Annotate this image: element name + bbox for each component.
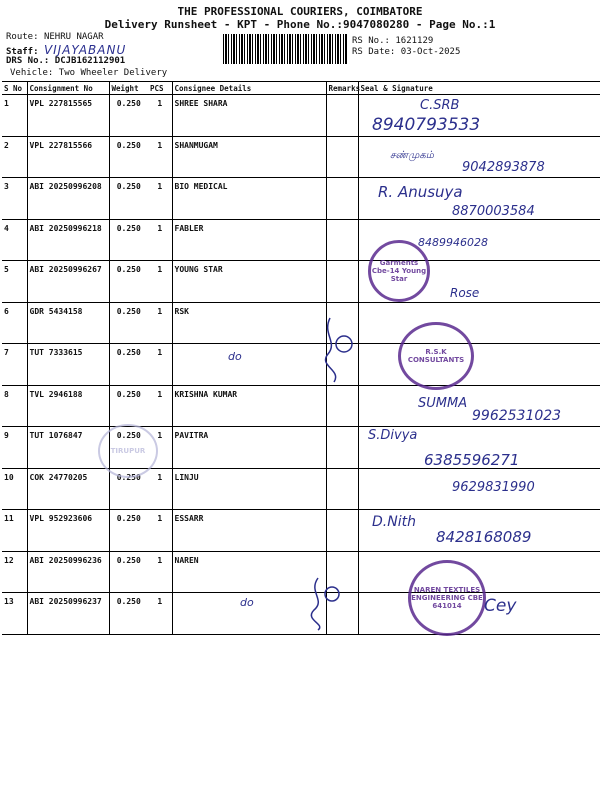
signature-r13: Cey	[484, 596, 517, 616]
cell-pcs: 1	[148, 261, 172, 303]
cell-weight: 0.250	[109, 219, 148, 261]
cell-remarks	[326, 136, 358, 178]
cell-sno: 10	[2, 468, 27, 510]
cell-consignment: TVL 2946188	[27, 385, 109, 427]
signature-r8: SUMMA	[418, 396, 468, 411]
cell-pcs: 1	[148, 385, 172, 427]
col-remarks: Remarks	[326, 82, 358, 95]
cell-weight: 0.250	[109, 468, 148, 510]
cell-sno: 11	[2, 510, 27, 552]
staff-label: Staff:	[6, 47, 39, 57]
cell-consignment: VPL 952923606	[27, 510, 109, 552]
drs-label: DRS No.:	[6, 56, 50, 66]
drs-value: DCJB162112901	[54, 56, 126, 66]
cell-consignment: TUT 7333615	[27, 344, 109, 386]
table-row	[2, 302, 600, 344]
cell-seal	[358, 302, 600, 344]
phone-r9: 6385596271	[424, 451, 520, 469]
rs-no-line	[352, 36, 433, 46]
cell-pcs: 1	[148, 178, 172, 220]
col-sno: S No	[2, 82, 27, 95]
table-row	[2, 95, 600, 137]
cell-sno: 12	[2, 551, 27, 593]
cell-consignment: VPL 227815566	[27, 136, 109, 178]
cell-pcs: 1	[148, 551, 172, 593]
cell-consignee: PAVITRA	[172, 427, 326, 469]
cell-pcs: 1	[148, 219, 172, 261]
cell-consignment: ABI 20250996236	[27, 551, 109, 593]
rs-date-label: RS Date:	[352, 47, 396, 57]
cell-consignee: FABLER	[172, 219, 326, 261]
cell-remarks	[326, 510, 358, 552]
route-label: Route:	[6, 32, 39, 42]
phone-r1: 8940793533	[372, 115, 481, 135]
cell-weight: 0.250	[109, 302, 148, 344]
barcode	[223, 34, 348, 64]
table-row	[2, 219, 600, 261]
rs-date-value: 03-Oct-2025	[400, 47, 461, 57]
cell-consignee: ESSARR	[172, 510, 326, 552]
cell-consignment: ABI 20250996267	[27, 261, 109, 303]
cell-consignment: ABI 20250996237	[27, 593, 109, 635]
route-value: NEHRU NAGAR	[43, 32, 104, 42]
cell-sno: 3	[2, 178, 27, 220]
cell-seal	[358, 344, 600, 386]
rs-no-value: 1621129	[395, 36, 434, 46]
cell-pcs: 1	[148, 427, 172, 469]
cell-weight: 0.250	[109, 136, 148, 178]
cell-weight: 0.250	[109, 178, 148, 220]
table-row	[2, 344, 600, 386]
cell-pcs: 1	[148, 136, 172, 178]
signature-r1: C.SRB	[420, 98, 460, 113]
signature-r11: D.Nith	[372, 514, 416, 530]
signature-scribble-r13	[298, 574, 348, 632]
rs-no-label: RS No.:	[352, 36, 390, 46]
cell-consignment: ABI 20250996208	[27, 178, 109, 220]
cell-sno: 8	[2, 385, 27, 427]
cell-sno: 1	[2, 95, 27, 137]
cell-pcs: 1	[148, 593, 172, 635]
staff-value: VIJAYABANU	[43, 43, 127, 57]
signature-r3: R. Anusuya	[378, 183, 463, 201]
route-line	[6, 32, 104, 42]
cell-sno: 7	[2, 344, 27, 386]
cell-pcs: 1	[148, 95, 172, 137]
cell-sno: 5	[2, 261, 27, 303]
cell-sno: 6	[2, 302, 27, 344]
cell-weight: 0.250	[109, 344, 148, 386]
cell-consignee: RSK	[172, 302, 326, 344]
signature-r9: S.Divya	[368, 428, 418, 443]
col-consignment: Consignment No	[27, 82, 109, 95]
cell-consignee: SHREE SHARA	[172, 95, 326, 137]
drs-line	[6, 56, 125, 66]
cell-consignee	[172, 344, 326, 386]
cell-weight: 0.250	[109, 385, 148, 427]
company-title: THE PROFESSIONAL COURIERS, COIMBATORE	[177, 5, 423, 18]
cell-remarks	[326, 178, 358, 220]
cell-pcs: 1	[148, 344, 172, 386]
col-consignee: Consignee Details	[172, 82, 326, 95]
runsheet-subtitle: Delivery Runsheet - KPT - Phone No.:9047080280 - Page No.:1	[104, 18, 496, 31]
cell-remarks	[326, 427, 358, 469]
cell-weight: 0.250	[109, 593, 148, 635]
cell-remarks	[326, 219, 358, 261]
stamp-naren: NAREN TEXTILES ENGINEERING CBE 641014	[408, 560, 486, 636]
cell-consignee: LINJU	[172, 468, 326, 510]
vehicle-line	[10, 68, 167, 78]
cell-consignment: COK 24770205	[27, 468, 109, 510]
phone-r3: 8870003584	[452, 204, 535, 219]
cell-remarks	[326, 468, 358, 510]
cell-sno: 9	[2, 427, 27, 469]
cell-sno: 2	[2, 136, 27, 178]
mark-r7: do	[228, 350, 242, 363]
cell-consignment: ABI 20250996218	[27, 219, 109, 261]
cell-consignment: VPL 227815565	[27, 95, 109, 137]
cell-pcs: 1	[148, 468, 172, 510]
signature-r2: சண்முகம்	[390, 150, 434, 161]
phone-r11: 8428168089	[436, 528, 532, 546]
cell-weight: 0.250	[109, 261, 148, 303]
phone-r8: 9962531023	[472, 408, 562, 424]
cell-consignment: TUT 1076847	[27, 427, 109, 469]
table-header-row	[2, 82, 600, 95]
stamp-young-star: Garments Cbe-14 Young Star	[368, 240, 430, 302]
cell-remarks	[326, 385, 358, 427]
phone-r4: 8489946028	[418, 236, 488, 249]
rs-date-line	[352, 47, 460, 57]
signature-scribble-r6	[312, 312, 362, 387]
cell-pcs: 1	[148, 510, 172, 552]
staff-line	[6, 43, 126, 57]
cell-sno: 13	[2, 593, 27, 635]
vehicle-label: Vehicle:	[10, 68, 54, 78]
cell-pcs: 1	[148, 302, 172, 344]
cell-weight: 0.250	[109, 427, 148, 469]
signature-r5: Rose	[450, 286, 480, 300]
phone-r2: 9042893878	[462, 160, 545, 175]
cell-weight: 0.250	[109, 551, 148, 593]
cell-consignment: GDR 5434158	[27, 302, 109, 344]
cell-consignee: SHANMUGAM	[172, 136, 326, 178]
stamp-rsk: R.S.K CONSULTANTS	[398, 322, 474, 390]
cell-remarks	[326, 95, 358, 137]
cell-weight: 0.250	[109, 510, 148, 552]
col-pcs: PCS	[148, 82, 172, 95]
cell-consignee: KRISHNA KUMAR	[172, 385, 326, 427]
cell-sno: 4	[2, 219, 27, 261]
stamp-faint: TIRUPUR	[98, 424, 158, 478]
col-weight: Weight	[109, 82, 148, 95]
mark-r13: do	[240, 596, 254, 609]
phone-r10: 9629831990	[452, 480, 535, 495]
cell-consignee: NAREN	[172, 551, 326, 593]
cell-remarks	[326, 261, 358, 303]
cell-consignee: YOUNG STAR	[172, 261, 326, 303]
vehicle-value: Two Wheeler Delivery	[58, 68, 168, 78]
col-seal: Seal & Signature	[358, 82, 600, 95]
cell-weight: 0.250	[109, 95, 148, 137]
cell-consignee: BIO MEDICAL	[172, 178, 326, 220]
table-row	[2, 261, 600, 303]
